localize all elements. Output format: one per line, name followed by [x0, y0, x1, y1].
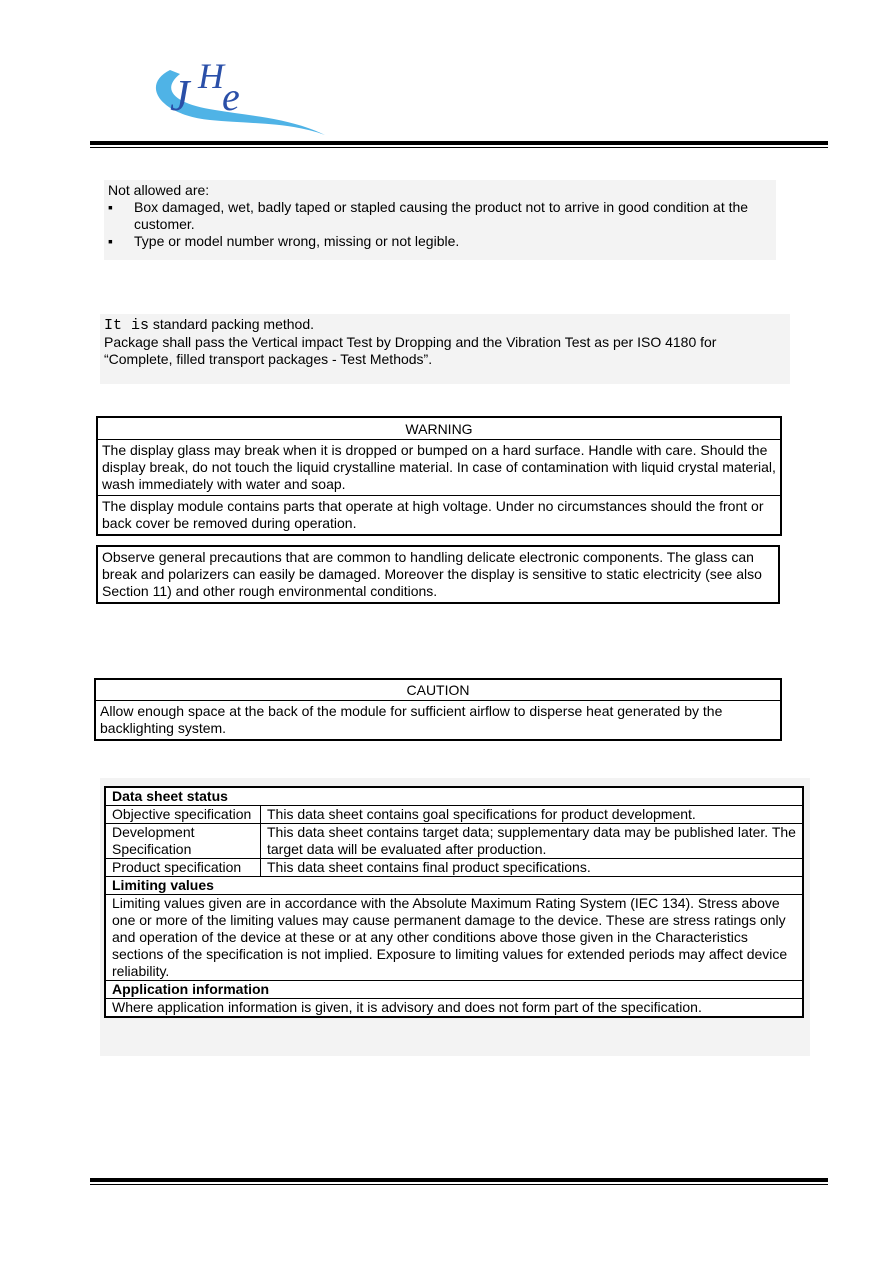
- header-rule: [90, 141, 828, 145]
- svg-text:H: H: [198, 56, 224, 96]
- packing-line1: [104, 316, 786, 334]
- warning-box: [96, 416, 782, 536]
- footer-rule: [90, 1178, 828, 1182]
- not-allowed-section: [104, 180, 776, 260]
- bullet-icon: ▪: [108, 199, 113, 215]
- datasheet-status-heading: Data sheet status: [105, 787, 803, 806]
- warning-title: WARNING: [98, 418, 780, 440]
- footer-rule-thin: [90, 1184, 828, 1185]
- table-row: [105, 806, 803, 824]
- not-allowed-item: Type or model number wrong, missing or not legible.: [134, 233, 460, 249]
- status-text: This data sheet contains final product specifications.: [261, 859, 804, 877]
- not-allowed-item: Box damaged, wet, badly taped or stapled causing the product not to arrive in good condition at the customer.: [134, 199, 749, 232]
- caution-box: [94, 678, 782, 741]
- warning-cell: The display module contains parts that operate at high voltage. Under no circumstances should the front or back cover be removed during operation.: [98, 495, 780, 534]
- status-text: This data sheet contains goal specifications for product development.: [261, 806, 804, 824]
- packing-line2: Package shall pass the Vertical impact Test by Dropping and the Vibration Test as per ISO 4180 for “Complete, filled transport packages - Test Methods”.: [104, 334, 717, 367]
- table-row: [105, 877, 803, 895]
- packing-prefix: It is: [104, 317, 150, 334]
- packing-method: standard packing method.: [149, 316, 315, 332]
- warning-cell: The display glass may break when it is dropped or bumped on a hard surface. Handle with care. Should the display break, do not touch the liquid crystalline material. In case of contamination with liquid crystal material, wash immediately with water and soap.: [102, 442, 776, 492]
- not-allowed-intro: Not allowed are:: [108, 182, 210, 198]
- limiting-values-text: Limiting values given are in accordance with the Absolute Maximum Rating System (IEC 134). Stress above one or more of the limiting values may cause permanent damage to the device. These are stress ratings only and operation of the device at these or at any other conditions above those given in the Characteristics sections of the specification is not implied. Exposure to limiting values for extended periods may affect device reliability.: [105, 895, 803, 981]
- application-info-heading: Application information: [105, 981, 803, 999]
- status-label: Product specification: [105, 859, 261, 877]
- svg-text:J: J: [170, 71, 190, 120]
- header-rule-thin: [90, 147, 828, 148]
- status-label: Development Specification: [105, 824, 261, 859]
- table-row: [105, 787, 803, 806]
- table-row: [105, 824, 803, 859]
- bullet-icon: ▪: [108, 233, 113, 249]
- packing-section: [100, 314, 790, 384]
- limiting-values-heading: Limiting values: [105, 877, 803, 895]
- caution-title: CAUTION: [96, 680, 780, 701]
- svg-text:e: e: [222, 74, 240, 119]
- precautions-box: Observe general precautions that are common to handling delicate electronic components. The glass can break and polarizers can easily be damaged. Moreover the display is sensitive to static electricity (see also Section 11) and other rough environmental conditions.: [96, 545, 780, 604]
- caution-text: Allow enough space at the back of the module for sufficient airflow to disperse heat generated by the backlighting system.: [100, 703, 723, 736]
- datasheet-table: [104, 786, 804, 1018]
- table-row: [105, 859, 803, 877]
- application-info-text: Where application information is given, it is advisory and does not form part of the specification.: [105, 999, 803, 1018]
- list-item: [104, 199, 776, 233]
- table-row: [105, 981, 803, 999]
- list-item: [104, 233, 776, 250]
- table-row: [105, 895, 803, 981]
- status-text: This data sheet contains target data; supplementary data may be published later. The target data will be evaluated after production.: [261, 824, 804, 859]
- table-row: [105, 999, 803, 1018]
- status-label: Objective specification: [105, 806, 261, 824]
- company-logo: [140, 40, 330, 140]
